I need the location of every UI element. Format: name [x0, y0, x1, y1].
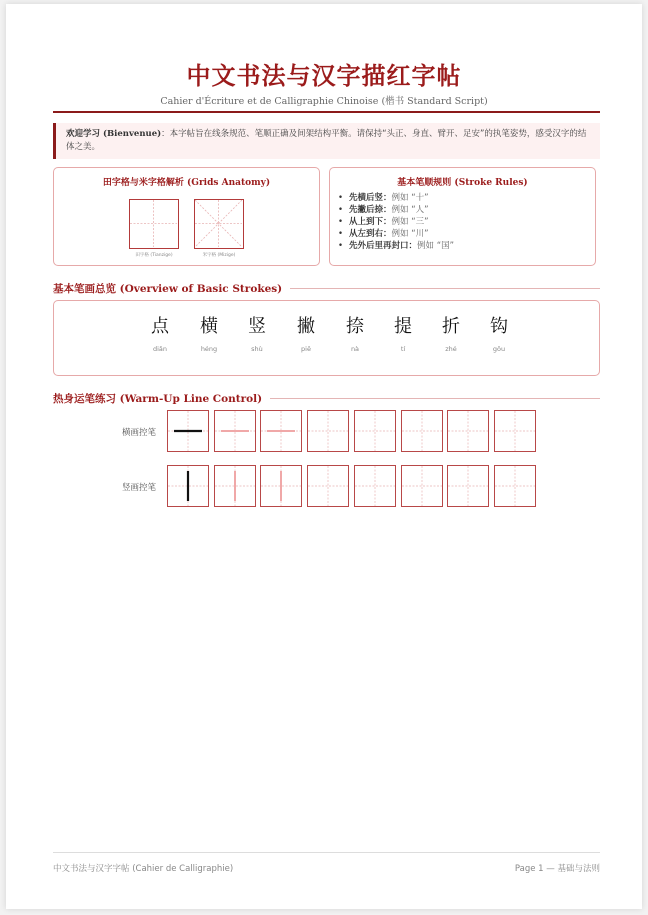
practice-cell[interactable]	[401, 410, 443, 452]
stroke-item: 点 diǎn	[151, 316, 169, 353]
welcome-label: 欢迎学习 (Bienvenue)	[66, 129, 162, 139]
stroke-item: 捺 nà	[346, 316, 364, 353]
warmup-row-label: 竖画控笔	[121, 483, 156, 493]
heading-rule	[290, 288, 600, 289]
rule-item: • 先外后里再封口：例如 “国”	[338, 240, 454, 252]
rule-item: • 先撇后捺：例如 “人”	[338, 204, 454, 216]
stroke-item: 竖 shù	[248, 316, 266, 353]
page-subtitle: Cahier d'Écriture et de Calligraphie Chinoise (楷书 Standard Script)	[160, 96, 488, 107]
practice-cell[interactable]	[307, 410, 349, 452]
stroke-rules-card	[329, 167, 596, 266]
practice-cell[interactable]	[447, 410, 489, 452]
worksheet-page	[6, 4, 642, 909]
footer-divider	[53, 852, 600, 853]
practice-cell[interactable]	[260, 465, 302, 507]
stroke-item: 提 tí	[394, 316, 412, 353]
rules-card-title: 基本笔顺规则 (Stroke Rules)	[397, 178, 528, 188]
practice-cell[interactable]	[307, 465, 349, 507]
practice-cell[interactable]	[167, 410, 209, 452]
stroke-item: 撇 piě	[297, 316, 315, 353]
grids-card-title: 田字格与米字格解析 (Grids Anatomy)	[102, 178, 271, 188]
warmup-section-heading	[53, 391, 600, 405]
practice-cell[interactable]	[494, 410, 536, 452]
page-title: 中文书法与汉字描红字帖	[186, 62, 462, 90]
practice-cell[interactable]	[354, 410, 396, 452]
heading-rule	[270, 398, 600, 399]
strokes-section-heading	[53, 281, 600, 295]
rule-item: • 从上到下：例如 “三”	[338, 216, 454, 228]
stroke-item: 折 zhé	[442, 316, 460, 353]
stroke-item: 钩 gōu	[490, 316, 508, 353]
welcome-text: ：本字帖旨在线条规范、笔顺正确及间架结构平衡。请保持“头正、身直、臂开、足安”的执笔姿势，感受汉字的结体之美。	[66, 129, 587, 152]
tianzige-grid	[129, 199, 179, 249]
practice-cell[interactable]	[354, 465, 396, 507]
practice-cell[interactable]	[260, 410, 302, 452]
practice-cell[interactable]	[214, 465, 256, 507]
mizige-grid	[194, 199, 244, 249]
rules-list	[338, 192, 454, 252]
rule-item: • 从左到右：例如 “川”	[338, 228, 454, 240]
footer-right: Page 1 — 基础与法则	[514, 864, 600, 874]
strokes-overview-card	[53, 300, 600, 376]
grids-anatomy-card	[53, 167, 320, 266]
welcome-note	[53, 123, 600, 159]
strokes-section-title: 基本笔画总览 (Overview of Basic Strokes)	[53, 282, 283, 295]
warmup-row-label: 横画控笔	[121, 428, 156, 438]
tianzige-caption: 田字格 (Tianzige)	[135, 253, 173, 258]
rule-item: • 先横后竖：例如 “十”	[338, 192, 454, 204]
stroke-item: 横 héng	[200, 316, 218, 353]
practice-cell[interactable]	[447, 465, 489, 507]
practice-cell[interactable]	[494, 465, 536, 507]
footer-left: 中文书法与汉字字帖 (Cahier de Calligraphie)	[53, 864, 234, 874]
practice-cell[interactable]	[167, 465, 209, 507]
warmup-section-title: 热身运笔练习 (Warm-Up Line Control)	[53, 392, 263, 405]
mizige-caption: 米字格 (Mizige)	[202, 253, 236, 258]
practice-cell[interactable]	[401, 465, 443, 507]
title-divider	[53, 111, 600, 113]
practice-cell[interactable]	[214, 410, 256, 452]
